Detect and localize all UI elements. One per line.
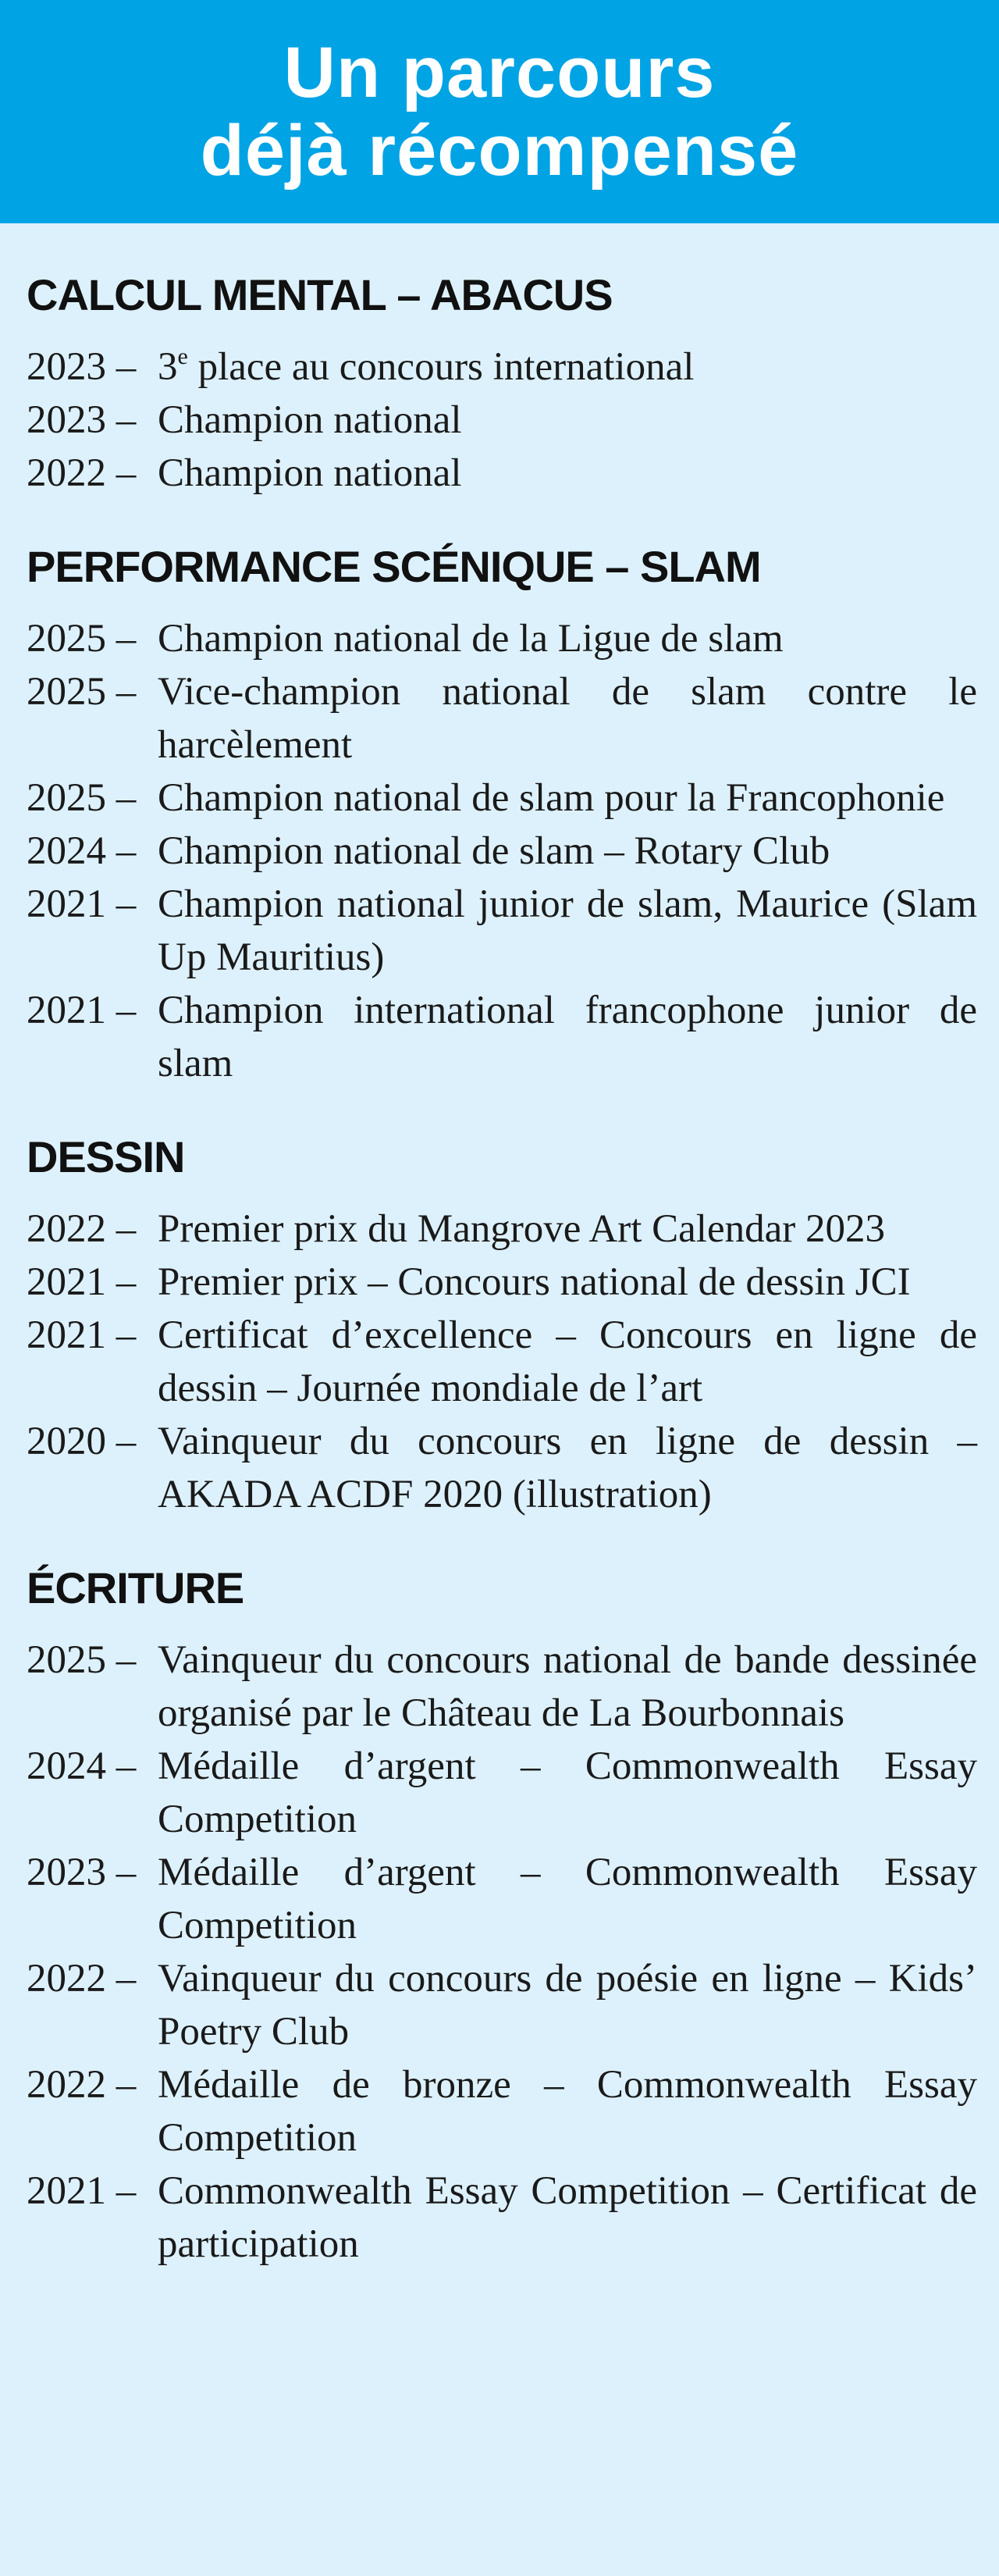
award-year-prefix xyxy=(27,394,158,447)
award-text: Premier prix – Concours national de dessin JCI xyxy=(158,1260,911,1304)
award-entry xyxy=(27,612,977,665)
section-title: PERFORMANCE SCÉNIQUE – SLAM xyxy=(27,542,761,591)
award-text: place au concours international xyxy=(197,345,695,389)
award-year-prefix xyxy=(27,2058,158,2164)
award-text: Champion national xyxy=(158,451,462,495)
award-description xyxy=(158,825,977,878)
award-description xyxy=(158,1952,977,2058)
year-separator: – xyxy=(116,1420,137,1463)
section-title: ÉCRITURE xyxy=(27,1563,244,1612)
award-entry xyxy=(27,1952,977,2058)
award-year-prefix xyxy=(27,984,158,1090)
award-year: 2025 xyxy=(27,670,106,714)
award-entry xyxy=(27,665,977,771)
award-text: Premier prix du Mangrove Art Calendar 2023 xyxy=(158,1207,885,1251)
award-year: 2022 xyxy=(27,1957,106,2001)
section-title: DESSIN xyxy=(27,1132,185,1181)
award-entry xyxy=(27,1740,977,1846)
award-year: 2021 xyxy=(27,1260,106,1304)
award-year: 2022 xyxy=(27,2063,106,2107)
award-text: Vainqueur du concours en ligne de dessin – AKADA ACDF 2020 (illustration) xyxy=(158,1420,977,1516)
award-year-prefix xyxy=(27,1256,158,1309)
awards-content xyxy=(27,262,977,2305)
award-entry xyxy=(27,2058,977,2164)
award-description xyxy=(158,612,977,665)
award-description xyxy=(158,394,977,447)
award-description xyxy=(158,878,977,984)
award-year-prefix xyxy=(27,665,158,771)
award-description xyxy=(158,771,977,825)
award-text: Champion international francophone junior de slam xyxy=(158,989,977,1085)
award-description xyxy=(158,1415,977,1521)
year-separator: – xyxy=(116,1744,137,1788)
year-separator: – xyxy=(116,1638,137,1682)
award-year: 2021 xyxy=(27,989,106,1032)
award-description xyxy=(158,1634,977,1740)
award-section xyxy=(27,534,977,1090)
award-year: 2023 xyxy=(27,398,106,442)
award-year: 2021 xyxy=(27,882,106,926)
award-year-prefix xyxy=(27,771,158,825)
award-entry xyxy=(27,1634,977,1740)
header-title-line-1: Un parcours xyxy=(283,33,716,112)
award-year: 2022 xyxy=(27,451,106,495)
award-year-prefix xyxy=(27,2164,158,2271)
award-text: Médaille d’argent – Commonwealth Essay Competition xyxy=(158,1851,977,1947)
award-entry xyxy=(27,2164,977,2271)
award-section xyxy=(27,1124,977,1521)
award-description xyxy=(158,1309,977,1415)
award-year-prefix xyxy=(27,1846,158,1952)
award-rank-suffix: e xyxy=(177,344,188,369)
award-text: Champion national junior de slam, Maurice (Slam Up Mauritius) xyxy=(158,882,977,979)
award-entry xyxy=(27,878,977,984)
year-separator: – xyxy=(116,1313,137,1357)
award-entry xyxy=(27,1309,977,1415)
award-year-prefix xyxy=(27,825,158,878)
award-text: Certificat d’excellence – Concours en ligne de dessin – Journée mondiale de l’art xyxy=(158,1313,977,1410)
year-separator: – xyxy=(116,451,137,495)
year-separator: – xyxy=(116,670,137,714)
award-year: 2021 xyxy=(27,1313,106,1357)
award-description xyxy=(158,665,977,771)
year-separator: – xyxy=(116,398,137,442)
award-text: Vainqueur du concours national de bande dessinée organisé par le Château de La Bourbonnais xyxy=(158,1638,977,1735)
award-entry xyxy=(27,1846,977,1952)
award-text: Commonwealth Essay Competition – Certificat de participation xyxy=(158,2169,977,2266)
award-description xyxy=(158,340,977,394)
award-year-prefix xyxy=(27,1202,158,1256)
year-separator: – xyxy=(116,989,137,1032)
award-year-prefix xyxy=(27,612,158,665)
header-banner xyxy=(0,0,999,223)
award-rank: 3 xyxy=(158,345,178,389)
award-year: 2025 xyxy=(27,776,106,820)
award-year: 2023 xyxy=(27,345,106,389)
award-text: Vainqueur du concours de poésie en ligne – Kids’ Poetry Club xyxy=(158,1957,977,2054)
award-text: Champion national de la Ligue de slam xyxy=(158,617,784,661)
award-year: 2021 xyxy=(27,2169,106,2213)
award-text: Champion national xyxy=(158,398,462,442)
year-separator: – xyxy=(116,882,137,926)
section-title: CALCUL MENTAL – ABACUS xyxy=(27,270,613,319)
year-separator: – xyxy=(116,1260,137,1304)
award-year-prefix xyxy=(27,1415,158,1521)
award-year-prefix xyxy=(27,878,158,984)
award-entry xyxy=(27,825,977,878)
award-section xyxy=(27,262,977,500)
year-separator: – xyxy=(116,617,137,661)
award-year: 2025 xyxy=(27,1638,106,1682)
year-separator: – xyxy=(116,1957,137,2001)
award-description xyxy=(158,2164,977,2271)
award-description xyxy=(158,1846,977,1952)
award-year: 2022 xyxy=(27,1207,106,1251)
award-year: 2024 xyxy=(27,829,106,873)
award-entry xyxy=(27,1256,977,1309)
award-text: Champion national de slam pour la Francophonie xyxy=(158,776,945,820)
year-separator: – xyxy=(116,1851,137,1894)
year-separator: – xyxy=(116,1207,137,1251)
award-entry xyxy=(27,447,977,500)
award-year: 2023 xyxy=(27,1851,106,1894)
award-year-prefix xyxy=(27,1740,158,1846)
award-description xyxy=(158,2058,977,2164)
award-entry xyxy=(27,1202,977,1256)
award-section xyxy=(27,1555,977,2271)
award-text: Médaille d’argent – Commonwealth Essay Competition xyxy=(158,1744,977,1841)
header-title-line-2: déjà récompensé xyxy=(200,111,799,191)
award-entry xyxy=(27,771,977,825)
award-text: Médaille de bronze – Commonwealth Essay Competition xyxy=(158,2063,977,2160)
award-year-prefix xyxy=(27,1952,158,2058)
year-separator: – xyxy=(116,776,137,820)
award-text: Champion national de slam – Rotary Club xyxy=(158,829,830,873)
award-entry xyxy=(27,394,977,447)
award-year: 2020 xyxy=(27,1420,106,1463)
award-year-prefix xyxy=(27,1634,158,1740)
award-description xyxy=(158,1256,977,1309)
year-separator: – xyxy=(116,345,137,389)
award-description xyxy=(158,984,977,1090)
award-entry xyxy=(27,340,977,394)
award-year-prefix xyxy=(27,340,158,394)
award-year: 2025 xyxy=(27,617,106,661)
award-year-prefix xyxy=(27,447,158,500)
year-separator: – xyxy=(116,829,137,873)
award-description xyxy=(158,1202,977,1256)
award-entry xyxy=(27,1415,977,1521)
award-description xyxy=(158,447,977,500)
award-entry xyxy=(27,984,977,1090)
year-separator: – xyxy=(116,2169,137,2213)
award-text: Vice-champion national de slam contre le harcèlement xyxy=(158,670,977,767)
award-year: 2024 xyxy=(27,1744,106,1788)
award-year-prefix xyxy=(27,1309,158,1415)
award-description xyxy=(158,1740,977,1846)
year-separator: – xyxy=(116,2063,137,2107)
